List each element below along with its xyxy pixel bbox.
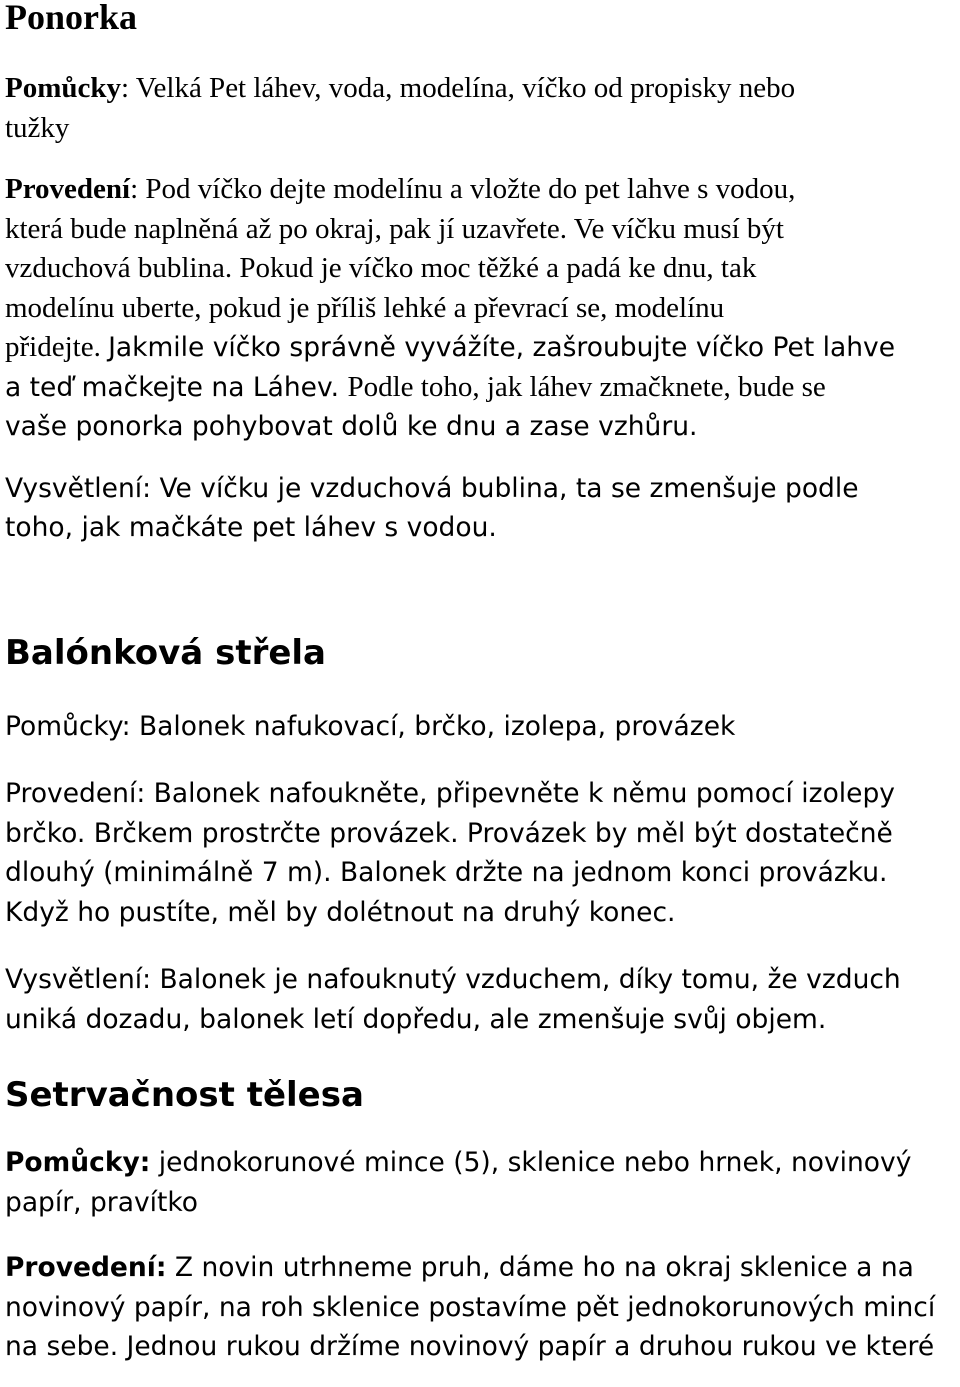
vysvetleni-label: Vysvětlení (5, 472, 143, 504)
paragraph-line (5, 473, 859, 504)
paragraph-line (5, 1147, 911, 1178)
paragraph-line: vzduchová bublina. Pokud je víčko moc těžké a padá ke dnu, tak (5, 252, 757, 284)
paragraph-line: modelínu uberte, pokud je příliš lehké a převrací se, modelínu (5, 291, 725, 324)
pomucky-label: Pomůcky: (5, 1147, 151, 1178)
vysvetleni-text: : Ve víčku je vzduchová bublina, ta se zmenšuje podle (142, 472, 859, 504)
paragraph-line: vaše ponorka pohybovat dolů ke dnu a zase vzhůru. (5, 411, 698, 442)
vysvetleni-label: Vysvětlení (5, 964, 143, 995)
provedeni-label: Provedení (5, 173, 131, 205)
pomucky-label: Pomůcky (5, 710, 122, 742)
paragraph-line: novinový papír, na roh sklenice postavíme pět jednokorunových mincí (5, 1291, 936, 1323)
paragraph-line (5, 778, 895, 809)
provedeni-label: Provedení: (5, 1252, 167, 1283)
paragraph-line (5, 173, 795, 205)
provedeni-paragraph (5, 170, 955, 447)
paragraph-line: Když ho pustíte, měl by dolétnout na druhý konec. (5, 896, 676, 928)
pomucky-paragraph (5, 707, 955, 747)
paragraph-line (5, 72, 795, 104)
pomucky-paragraph (5, 1143, 955, 1222)
provedeni-text: : Balonek nafoukněte, připevněte k němu pomocí izolepy (136, 778, 895, 809)
paragraph-line: dlouhý (minimálně 7 m). Balonek držte na jednom konci provázku. (5, 857, 888, 888)
paragraph-line (5, 711, 735, 742)
pomucky-text: : Balonek nafukovací, brčko, izolepa, provázek (121, 710, 736, 742)
vysvetleni-paragraph (5, 960, 955, 1039)
paragraph-line: papír, pravítko (5, 1186, 198, 1218)
provedeni-paragraph (5, 1248, 955, 1367)
document-page (5, 0, 955, 1367)
provedeni-paragraph (5, 774, 955, 932)
paragraph-line-sans-part: a teď mačkejte na Láhev. (5, 371, 348, 403)
paragraph-line: brčko. Brčkem prostrčte provázek. Provázek by měl být dostatečně (5, 817, 893, 849)
provedeni-label: Provedení (5, 778, 137, 809)
paragraph-line (5, 372, 826, 403)
paragraph-line: která bude naplněná až po okraj, pak jí uzavřete. Ve víčku musí být (5, 212, 784, 245)
pomucky-text: : Velká Pet láhev, voda, modelína, víčko od propisky nebo (121, 72, 796, 104)
paragraph-line: toho, jak mačkáte pet láhev s vodou. (5, 512, 497, 543)
pomucky-label: Pomůcky (5, 72, 121, 104)
paragraph-line: uniká dozadu, balonek letí dopředu, ale zmenšuje svůj objem. (5, 1003, 827, 1035)
provedeni-text: Z novin utrhneme pruh, dáme ho na okraj sklenice a na (166, 1252, 914, 1283)
vysvetleni-paragraph (5, 469, 955, 548)
paragraph-line: na sebe. Jednou rukou držíme novinový papír a druhou rukou ve které (5, 1331, 935, 1362)
paragraph-line (5, 964, 901, 995)
section-title-ponorka: Ponorka (5, 0, 138, 37)
paragraph-line-serif-part: přidejte. (5, 331, 109, 363)
section-title-setrvacnost-telesa: Setrvačnost tělesa (5, 1075, 364, 1115)
paragraph-line-serif-part: Podle toho, jak láhev zmačknete, bude se (347, 370, 826, 403)
section-title-balonkova-strela: Balónková střela (5, 632, 326, 673)
pomucky-paragraph (5, 69, 955, 148)
pomucky-text: jednokorunové mince (5), sklenice nebo hrnek, novinový (150, 1147, 912, 1178)
paragraph-line: tužky (5, 111, 70, 144)
paragraph-line-sans-part: Jakmile víčko správně vyvážíte, zašroubujte víčko Pet lahve (108, 332, 896, 363)
paragraph-line (5, 331, 895, 363)
vysvetleni-text: : Balonek je nafouknutý vzduchem, díky tomu, že vzduch (142, 964, 901, 995)
paragraph-line (5, 1252, 914, 1283)
provedeni-text: : Pod víčko dejte modelínu a vložte do pet lahve s vodou, (130, 173, 796, 205)
